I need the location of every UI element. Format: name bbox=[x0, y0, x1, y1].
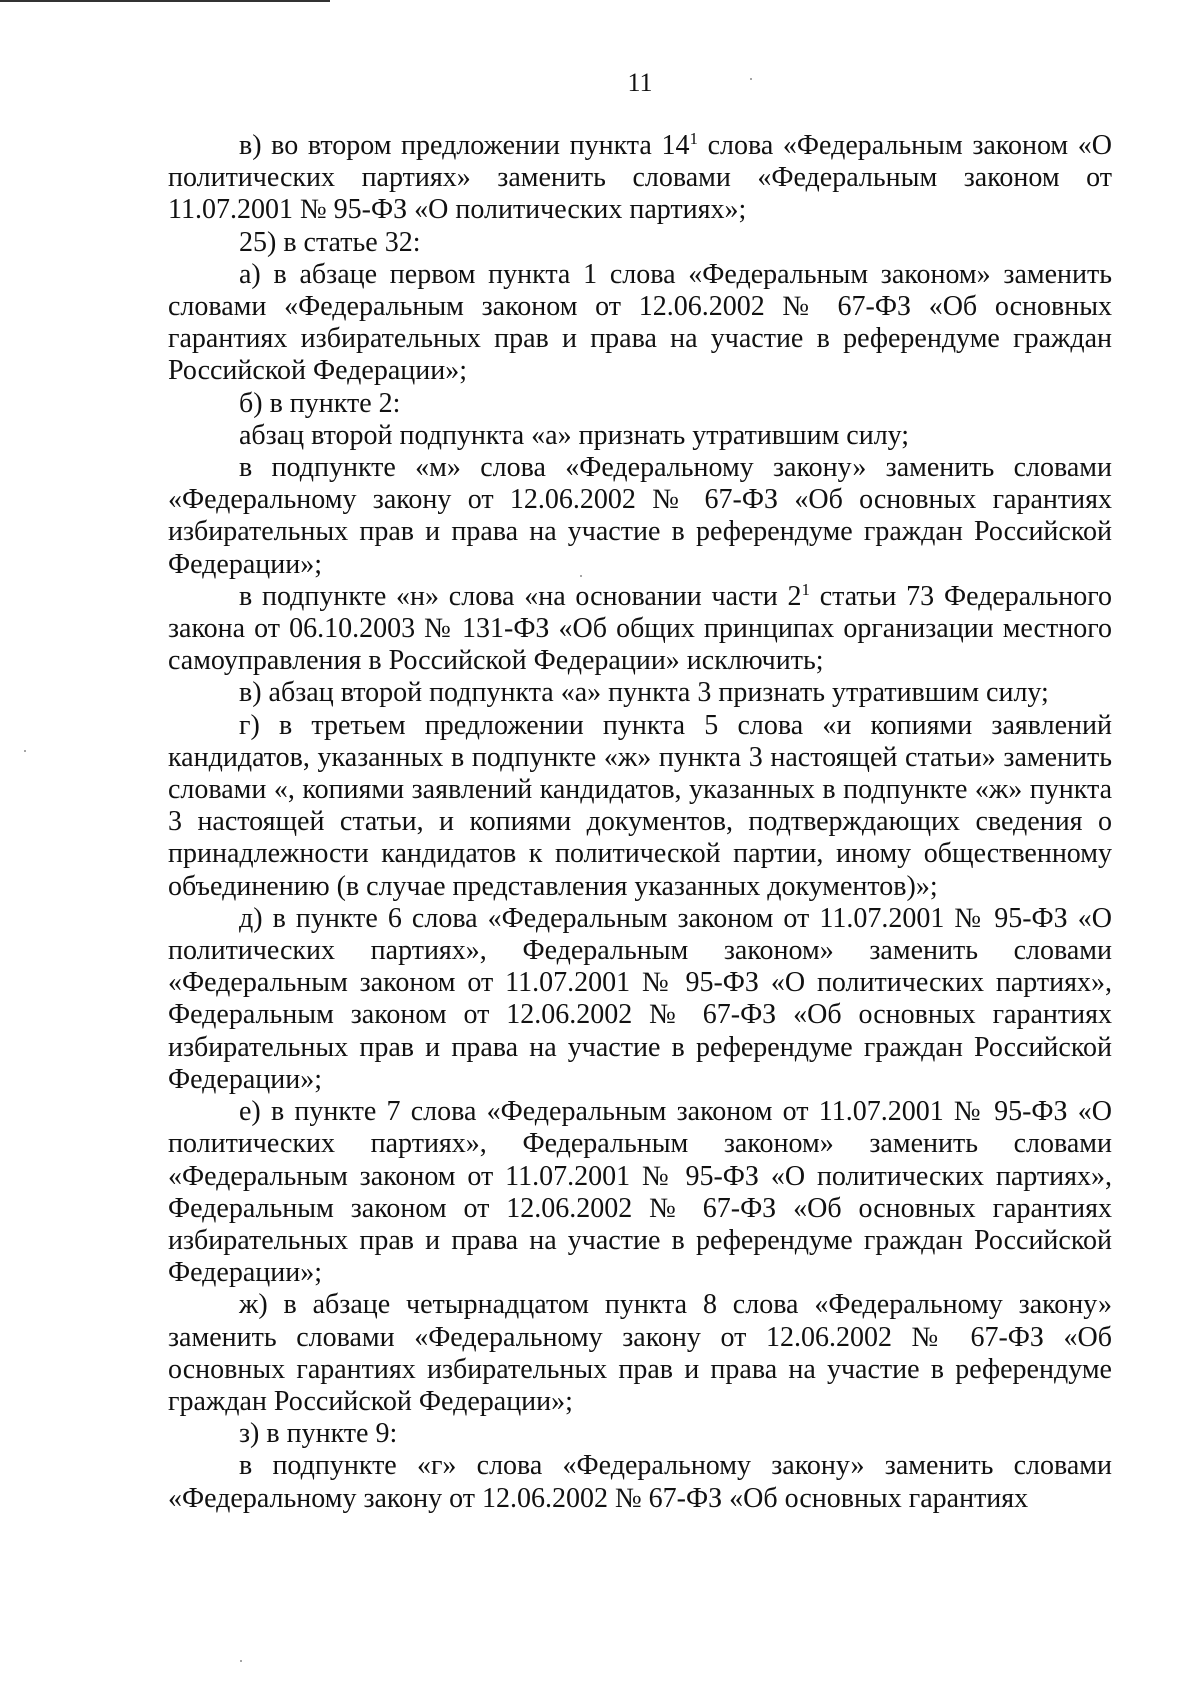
paragraph-item-b: б) в пункте 2: bbox=[239, 387, 401, 419]
scan-edge-line bbox=[0, 0, 330, 2]
scan-speck bbox=[750, 78, 752, 80]
paragraph-subitem-m: в подпункте «м» слова «Федеральному закону» заменить словами «Федеральному закону от 12.06.2002 № 67-ФЗ «Об основных гарантиях избирательных прав и права на участие в референдуме граждан Российской Федерации»; bbox=[168, 452, 1112, 580]
paragraph-item-a: а) в абзаце первом пункта 1 слова «Федеральным законом» заменить словами «Федеральным законом от 12.06.2002 № 67-ФЗ «Об основных гарантиях избирательных прав и права на участие в референдуме граждан Российской Федерации»; bbox=[168, 258, 1112, 387]
paragraph-text: в) во втором предложении пункта 14 bbox=[239, 130, 690, 161]
paragraph-item-v-14-1 bbox=[168, 130, 1112, 227]
scan-speck bbox=[240, 1660, 242, 1662]
paragraph-subitem-a: абзац второй подпункта «а» признать утратившим силу; bbox=[239, 419, 910, 451]
page-number: 11 bbox=[627, 68, 653, 97]
scan-speck bbox=[580, 575, 582, 577]
document-body bbox=[168, 130, 1112, 1515]
paragraph-item-d: д) в пункте 6 слова «Федеральным законом от 11.07.2001 № 95-ФЗ «О политических партиях», Федеральным законом» заменить словами «Федеральным законом от 11.07.2001 № 95-ФЗ «О политических партиях», Федеральным законом от 12.06.2002 № 67-ФЗ «Об основных гарантиях избирательных прав и права на участие в референдуме граждан Российской Федерации»; bbox=[168, 902, 1112, 1095]
paragraph-item-g: г) в третьем предложении пункта 5 слова «и копиями заявлений кандидатов, указанных в подпункте «ж» пункта 3 настоящей статьи» заменить словами «, копиями заявлений кандидатов, указанных в подпункте «ж» пункта 3 настоящей статьи, и копиями документов, подтверждающих сведения о принадлежности кандидатов к политической партии, иному общественному объединению (в случае представления указанных документов)»; bbox=[168, 709, 1112, 902]
paragraph-text: слова «Федеральным законом «О политических партиях» заменить словами «Федеральным законом от 11.07.2001 № 95-ФЗ «О политических партиях»; bbox=[168, 130, 1113, 226]
paragraph-article-32: 25) в статье 32: bbox=[239, 226, 421, 258]
paragraph-item-e: е) в пункте 7 слова «Федеральным законом от 11.07.2001 № 95-ФЗ «О политических партиях», Федеральным законом» заменить словами «Федеральным законом от 11.07.2001 № 95-ФЗ «О политических партиях», Федеральным законом от 12.06.2002 № 67-ФЗ «Об основных гарантиях избирательных прав и права на участие в референдуме граждан Российской Федерации»; bbox=[168, 1096, 1112, 1289]
paragraph-text: статьи 73 Федерального закона от 06.10.2003 № 131-ФЗ «Об общих принципах организации местного самоуправления в Российской Федерации» исключить; bbox=[168, 580, 1112, 677]
superscript-index: 1 bbox=[801, 579, 810, 599]
paragraph-item-v: в) абзац второй подпункта «а» пункта 3 признать утратившим силу; bbox=[239, 677, 1049, 709]
superscript-index: 1 bbox=[689, 129, 698, 148]
scan-speck bbox=[24, 750, 26, 752]
paragraph-text: в подпункте «н» слова «на основании части 2 bbox=[239, 580, 802, 612]
paragraph-item-zh: ж) в абзаце четырнадцатом пункта 8 слова «Федеральному закону» заменить словами «Федеральному закону от 12.06.2002 № 67-ФЗ «Об основных гарантиях избирательных прав и права на участие в референдуме граждан Российской Федерации»; bbox=[168, 1289, 1112, 1417]
paragraph-subitem-g: в подпункте «г» слова «Федеральному закону» заменить словами «Федеральному закону от 12.06.2002 № 67-ФЗ «Об основных гарантиях bbox=[168, 1450, 1112, 1514]
paragraph-subitem-n bbox=[168, 581, 1112, 678]
paragraph-item-z: з) в пункте 9: bbox=[239, 1418, 398, 1450]
